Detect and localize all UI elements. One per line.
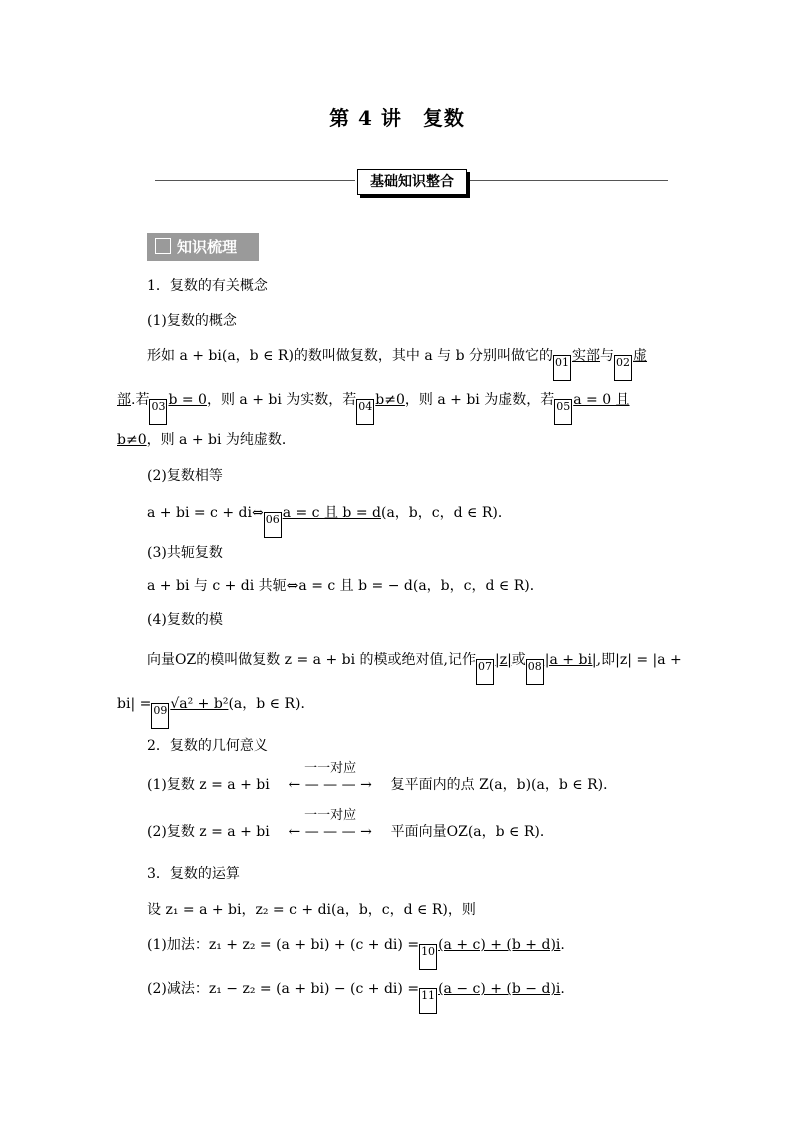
paragraph-3: a + bi 与 c + di 共轭⇔a = c 且 b = − d(a，b，c，d ∈ R)． (147, 578, 544, 594)
answer: a = c 且 b = d (282, 505, 381, 521)
answer: |a + bi| (544, 652, 597, 668)
paragraph-1-line2 (117, 390, 687, 425)
divider-right (470, 180, 668, 181)
heading-1-1: (1)复数的概念 (147, 313, 237, 329)
paragraph-2 (147, 503, 717, 538)
answer: 部 (117, 392, 131, 408)
subtraction-line (147, 979, 717, 1014)
heading-2: 2．复数的几何意义 (147, 738, 268, 754)
answer-number: 10 (419, 944, 437, 970)
answer-number: 11 (419, 988, 437, 1014)
heading-3: 3．复数的运算 (147, 866, 240, 882)
answer: b≠0 (117, 432, 147, 448)
answer-number: 07 (476, 659, 494, 685)
answer: √a² + b² (170, 696, 229, 712)
section-tag (147, 233, 259, 261)
answer: b = 0 (168, 392, 207, 408)
correspondence-arrow: 一一对应 ← — — — → (274, 822, 386, 842)
geometry-line2 (147, 808, 717, 842)
text: .若 (131, 392, 150, 408)
text: . (560, 981, 565, 997)
answer: 实部 (572, 348, 601, 364)
answer: a = 0 且 (573, 392, 630, 408)
text: (a，b，c，d ∈ R)． (380, 505, 512, 521)
heading-1-3: (3)共轭复数 (147, 545, 223, 561)
answer: 虚 (633, 348, 648, 364)
text: a + bi = c + di⇔ (147, 505, 264, 521)
text: . (560, 937, 565, 953)
paragraph-4-line2 (117, 694, 687, 729)
text: (1)复数 z = a + bi (147, 777, 270, 793)
text: 与 (600, 348, 615, 364)
text: bi| = (117, 696, 152, 712)
answer-number: 09 (151, 703, 169, 729)
heading-1-2: (2)复数相等 (147, 468, 223, 484)
text: 向量OZ的模叫做复数 z = a + bi 的模或绝对值,记作 (147, 652, 476, 668)
geometry-line1 (147, 761, 717, 795)
page-title: 第 4 讲 复数 (329, 106, 465, 130)
correspondence-arrow: 一一对应 ← — — — → (274, 775, 386, 795)
answer-number: 06 (264, 512, 282, 538)
arrow-label: 一一对应 (304, 761, 357, 776)
text: 复平面内的点 Z(a，b)(a，b ∈ R)． (390, 777, 618, 793)
text: ，则 a + bi 为纯虚数． (146, 432, 296, 448)
answer-number: 01 (553, 355, 571, 381)
text: (1)加法：z₁ + z₂ = (a + bi) + (c + di) = (147, 937, 420, 953)
addition-line (147, 935, 717, 970)
text: (2)复数 z = a + bi (147, 824, 270, 840)
text: (2)减法：z₁ − z₂ = (a + bi) − (c + di) = (147, 981, 420, 997)
section-badge: 基础知识整合 (357, 169, 467, 195)
answer-number: 02 (614, 355, 632, 381)
answer-number: 05 (554, 399, 572, 425)
paragraph-4-line1 (147, 650, 717, 685)
text: (a，b ∈ R)． (228, 696, 315, 712)
paragraph-1-line1 (147, 346, 717, 381)
paragraph-5: 设 z₁ = a + bi，z₂ = c + di(a，b，c，d ∈ R)，则 (147, 902, 476, 918)
square-icon (155, 238, 171, 254)
heading-1: 1．复数的有关概念 (147, 278, 268, 294)
arrow-label: 一一对应 (304, 808, 357, 823)
answer-number: 03 (149, 399, 167, 425)
answer: b≠0 (375, 392, 405, 408)
text: ，则 a + bi 为虚数，若 (404, 392, 555, 408)
answer: |z| (494, 652, 512, 668)
tag-label: 知识梳理 (177, 238, 238, 256)
answer-number: 04 (356, 399, 374, 425)
answer-number: 08 (526, 659, 544, 685)
text: ,即|z| = |a + (596, 652, 682, 668)
text: ，则 a + bi 为实数，若 (206, 392, 357, 408)
paragraph-1-line3 (117, 430, 687, 450)
heading-1-4: (4)复数的模 (147, 612, 223, 628)
answer: (a + c) + (b + d)i (438, 937, 561, 953)
text: 平面向量OZ(a，b ∈ R)． (390, 824, 554, 840)
text: 形如 a + bi(a，b ∈ R)的数叫做复数，其中 a 与 b 分别叫做它的 (147, 348, 554, 364)
divider-left (155, 180, 355, 181)
text: 或 (511, 652, 526, 668)
answer: (a − c) + (b − d)i (438, 981, 561, 997)
